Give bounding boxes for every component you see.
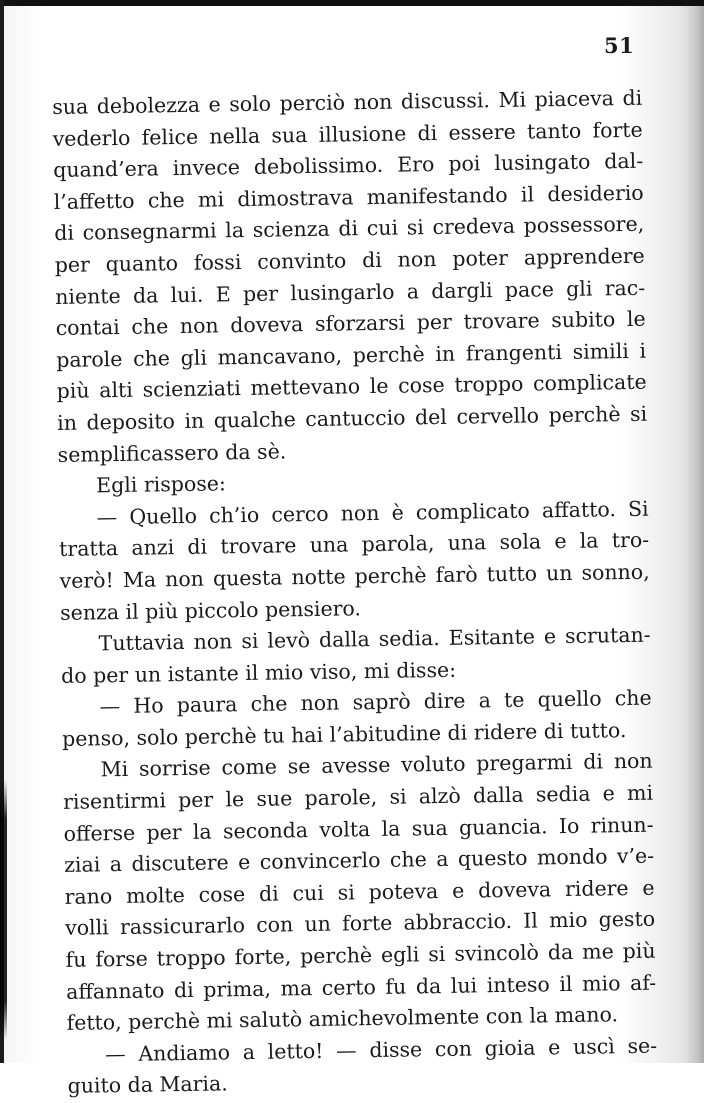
text-line: do per un istante il mio viso, mi disse: <box>60 657 457 688</box>
text-line: — Ho paura che non saprò dire a te quello che <box>99 685 652 719</box>
text-line: vederlo felice nella sua illusione di essere tanto forte <box>52 117 643 151</box>
page-number: 51 <box>604 33 635 58</box>
text-line: guito da Maria. <box>67 1071 228 1099</box>
body-text <box>52 83 658 1103</box>
text-line: affannato di prima, ma certo fu da lui inteso il mio af- <box>65 970 657 1004</box>
text-line: penso, solo perchè tu hai l’abitudine di ridere di tutto. <box>61 717 627 751</box>
text-line: parole che gli mancavano, perchè in frangenti simili i <box>56 338 647 372</box>
text-line: l’affetto che mi dimostrava manifestando il desiderio <box>53 180 644 214</box>
text-line: tratta anzi di trovare una parola, una sola e la tro- <box>58 527 650 562</box>
text-line: fetto, perchè mi salutò amichevolmente con la mano. <box>66 1002 619 1036</box>
text-line: Egli rispose: <box>95 471 226 498</box>
text-line: ziai a discutere e convincerlo che a questo mondo v’e- <box>63 843 655 878</box>
text-line: per quanto fossi convinto di non poter apprendere <box>54 243 645 277</box>
text-line: niente da lui. E per lusingarlo a dargli pace gli rac- <box>55 275 646 309</box>
text-line: — Andiamo a letto! — disse con gioia e uscì se- <box>104 1033 658 1067</box>
text-line: volli rassicurarlo con un forte abbraccio. Il mio gesto <box>64 907 656 941</box>
scan-binding-shadow <box>0 780 7 1040</box>
text-line: sua debolezza e solo perciò non discussi. Mi piaceva di <box>52 85 643 119</box>
text-line: fu forse troppo forte, perchè egli si svincolò da me più <box>65 938 656 972</box>
text-line: offerse per la seconda volta la sua guancia. Io rinun- <box>63 812 654 846</box>
text-line: contai che non doveva sforzarsi per trovare subito le <box>55 306 646 341</box>
text-line: verò! Ma non questa notte perchè farò tutto un sonno, <box>59 559 650 593</box>
text-line: senza il più piccolo pensiero. <box>59 595 362 625</box>
text-line: quand’era invece debolissimo. Ero poi lusingato dal- <box>53 148 644 183</box>
text-line: più alti scienziati mettevano le cose troppo complicate <box>56 370 647 404</box>
text-line: Tuttavia non si levò dalla sedia. Esitante e scrutan- <box>98 622 651 656</box>
text-line: semplificassero da sè. <box>57 438 287 467</box>
scan-right-shadow <box>686 0 704 1063</box>
text-line: di consegnarmi la scienza di cui si credeva possessore, <box>54 212 645 246</box>
text-line: Mi sorrise come se avesse voluto pregarmi di non <box>100 749 653 782</box>
text-line: risentirmi per le sue parole, si alzò dalla sedia e mi <box>62 780 654 814</box>
text-line: rano molte cose di cui si poteva e doveva ridere e <box>64 875 655 909</box>
text-line: in deposito in qualche cantuccio del cervello perchè si <box>57 401 648 435</box>
text-line: — Quello ch’io cerco non è complicato affatto. Si <box>96 496 649 530</box>
scan-top-border <box>0 0 704 6</box>
